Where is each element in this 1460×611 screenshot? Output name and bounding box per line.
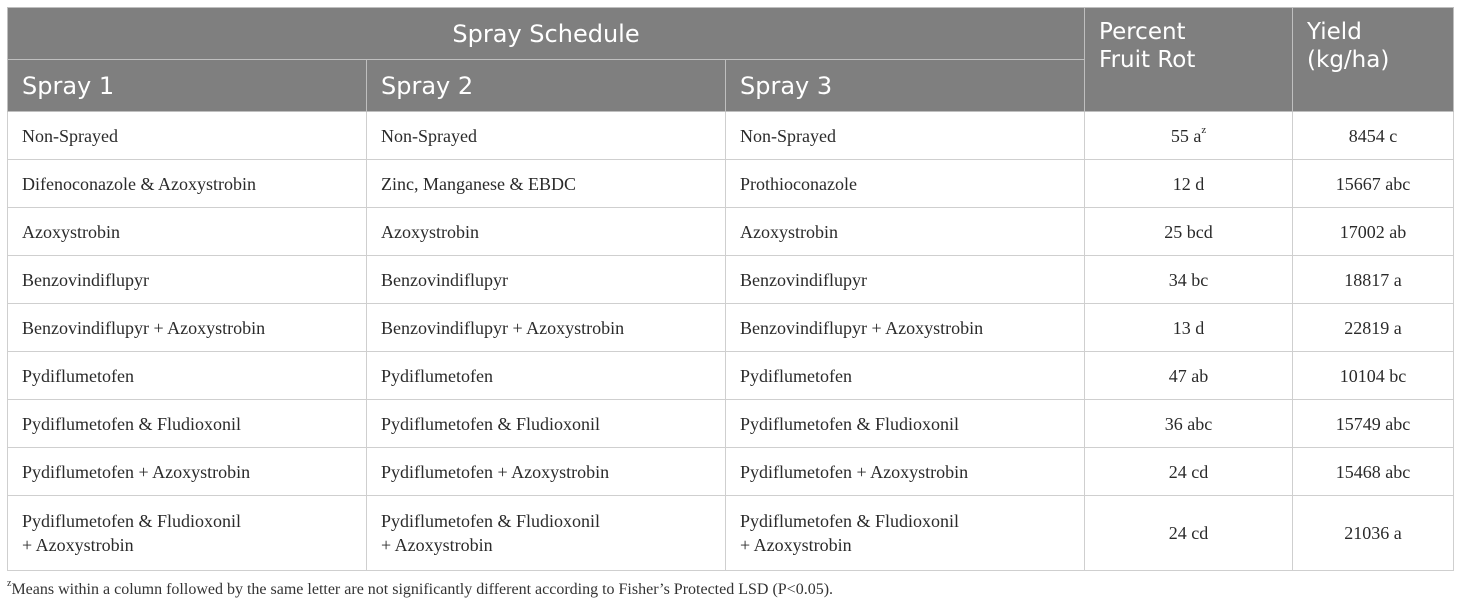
fruit-rot-cell [1085, 112, 1293, 160]
spray-1-cell: Difenoconazole & Azoxystrobin [8, 160, 367, 208]
spray-1-cell: Pydiflumetofen + Azoxystrobin [8, 448, 367, 496]
yield-cell: 15667 abc [1293, 160, 1454, 208]
fruit-rot-cell: 34 bc [1085, 256, 1293, 304]
spray-2-line2: + Azoxystrobin [381, 535, 493, 555]
spray-1-cell: Benzovindiflupyr + Azoxystrobin [8, 304, 367, 352]
table-row [8, 304, 1454, 352]
spray-1-cell: Benzovindiflupyr [8, 256, 367, 304]
yield-cell: 22819 a [1293, 304, 1454, 352]
yield-header-line2: (kg/ha) [1307, 47, 1390, 73]
spray-2-cell: Pydiflumetofen + Azoxystrobin [367, 448, 726, 496]
spray-3-cell: Prothioconazole [726, 160, 1085, 208]
yield-cell: 21036 a [1293, 496, 1454, 571]
spray-1-cell: Azoxystrobin [8, 208, 367, 256]
fruit-rot-cell: 13 d [1085, 304, 1293, 352]
spray-1-header: Spray 1 [8, 60, 367, 112]
results-table-container [7, 7, 1453, 571]
spray-3-cell: Pydiflumetofen [726, 352, 1085, 400]
footnote-marker: z [7, 577, 12, 589]
spray-2-cell: Non-Sprayed [367, 112, 726, 160]
spray-1-cell [8, 496, 367, 571]
spray-3-cell: Benzovindiflupyr [726, 256, 1085, 304]
spray-schedule-header: Spray Schedule [8, 8, 1085, 60]
table-row [8, 496, 1454, 571]
spray-2-cell: Pydiflumetofen [367, 352, 726, 400]
percent-fruit-rot-header [1085, 8, 1293, 112]
spray-2-header: Spray 2 [367, 60, 726, 112]
table-row [8, 400, 1454, 448]
spray-2-cell: Zinc, Manganese & EBDC [367, 160, 726, 208]
fruit-rot-cell: 36 abc [1085, 400, 1293, 448]
spray-2-line1: Pydiflumetofen & Fludioxonil [381, 511, 600, 531]
spray-2-cell: Pydiflumetofen & Fludioxonil [367, 400, 726, 448]
spray-2-cell: Benzovindiflupyr [367, 256, 726, 304]
fruit-rot-cell: 24 cd [1085, 496, 1293, 571]
spray-2-cell: Azoxystrobin [367, 208, 726, 256]
table-row [8, 352, 1454, 400]
spray-3-line1: Pydiflumetofen & Fludioxonil [740, 511, 959, 531]
spray-2-cell [367, 496, 726, 571]
yield-cell: 10104 bc [1293, 352, 1454, 400]
yield-cell: 15468 abc [1293, 448, 1454, 496]
yield-header [1293, 8, 1454, 112]
fruit-rot-value: 55 a [1170, 125, 1202, 146]
header-row-group [8, 8, 1454, 60]
table-row [8, 256, 1454, 304]
yield-cell: 18817 a [1293, 256, 1454, 304]
table-row [8, 448, 1454, 496]
spray-3-header: Spray 3 [726, 60, 1085, 112]
percent-fruit-rot-header-line1: Percent [1099, 19, 1186, 45]
table-row [8, 112, 1454, 160]
spray-1-cell: Pydiflumetofen [8, 352, 367, 400]
yield-header-line1: Yield [1307, 19, 1362, 45]
yield-cell: 17002 ab [1293, 208, 1454, 256]
spray-schedule-table [7, 7, 1454, 571]
spray-1-cell: Pydiflumetofen & Fludioxonil [8, 400, 367, 448]
yield-cell: 8454 c [1293, 112, 1454, 160]
spray-3-cell: Non-Sprayed [726, 112, 1085, 160]
spray-3-cell: Pydiflumetofen & Fludioxonil [726, 400, 1085, 448]
fruit-rot-cell: 24 cd [1085, 448, 1293, 496]
footnote-text: Means within a column followed by the same letter are not significantly different according to Fisher’s Protected LSD (P<0.05). [11, 581, 834, 598]
spray-2-cell: Benzovindiflupyr + Azoxystrobin [367, 304, 726, 352]
spray-3-cell [726, 496, 1085, 571]
table-row [8, 160, 1454, 208]
spray-3-cell: Azoxystrobin [726, 208, 1085, 256]
table-row [8, 208, 1454, 256]
footnote-marker: z [1201, 123, 1207, 136]
percent-fruit-rot-header-line2: Fruit Rot [1099, 47, 1196, 73]
spray-3-cell: Benzovindiflupyr + Azoxystrobin [726, 304, 1085, 352]
table-footnote [7, 577, 834, 599]
spray-1-line2: + Azoxystrobin [22, 535, 134, 555]
spray-1-cell: Non-Sprayed [8, 112, 367, 160]
spray-1-line1: Pydiflumetofen & Fludioxonil [22, 511, 241, 531]
fruit-rot-cell: 12 d [1085, 160, 1293, 208]
yield-cell: 15749 abc [1293, 400, 1454, 448]
spray-3-line2: + Azoxystrobin [740, 535, 852, 555]
spray-3-cell: Pydiflumetofen + Azoxystrobin [726, 448, 1085, 496]
fruit-rot-cell: 47 ab [1085, 352, 1293, 400]
fruit-rot-cell: 25 bcd [1085, 208, 1293, 256]
